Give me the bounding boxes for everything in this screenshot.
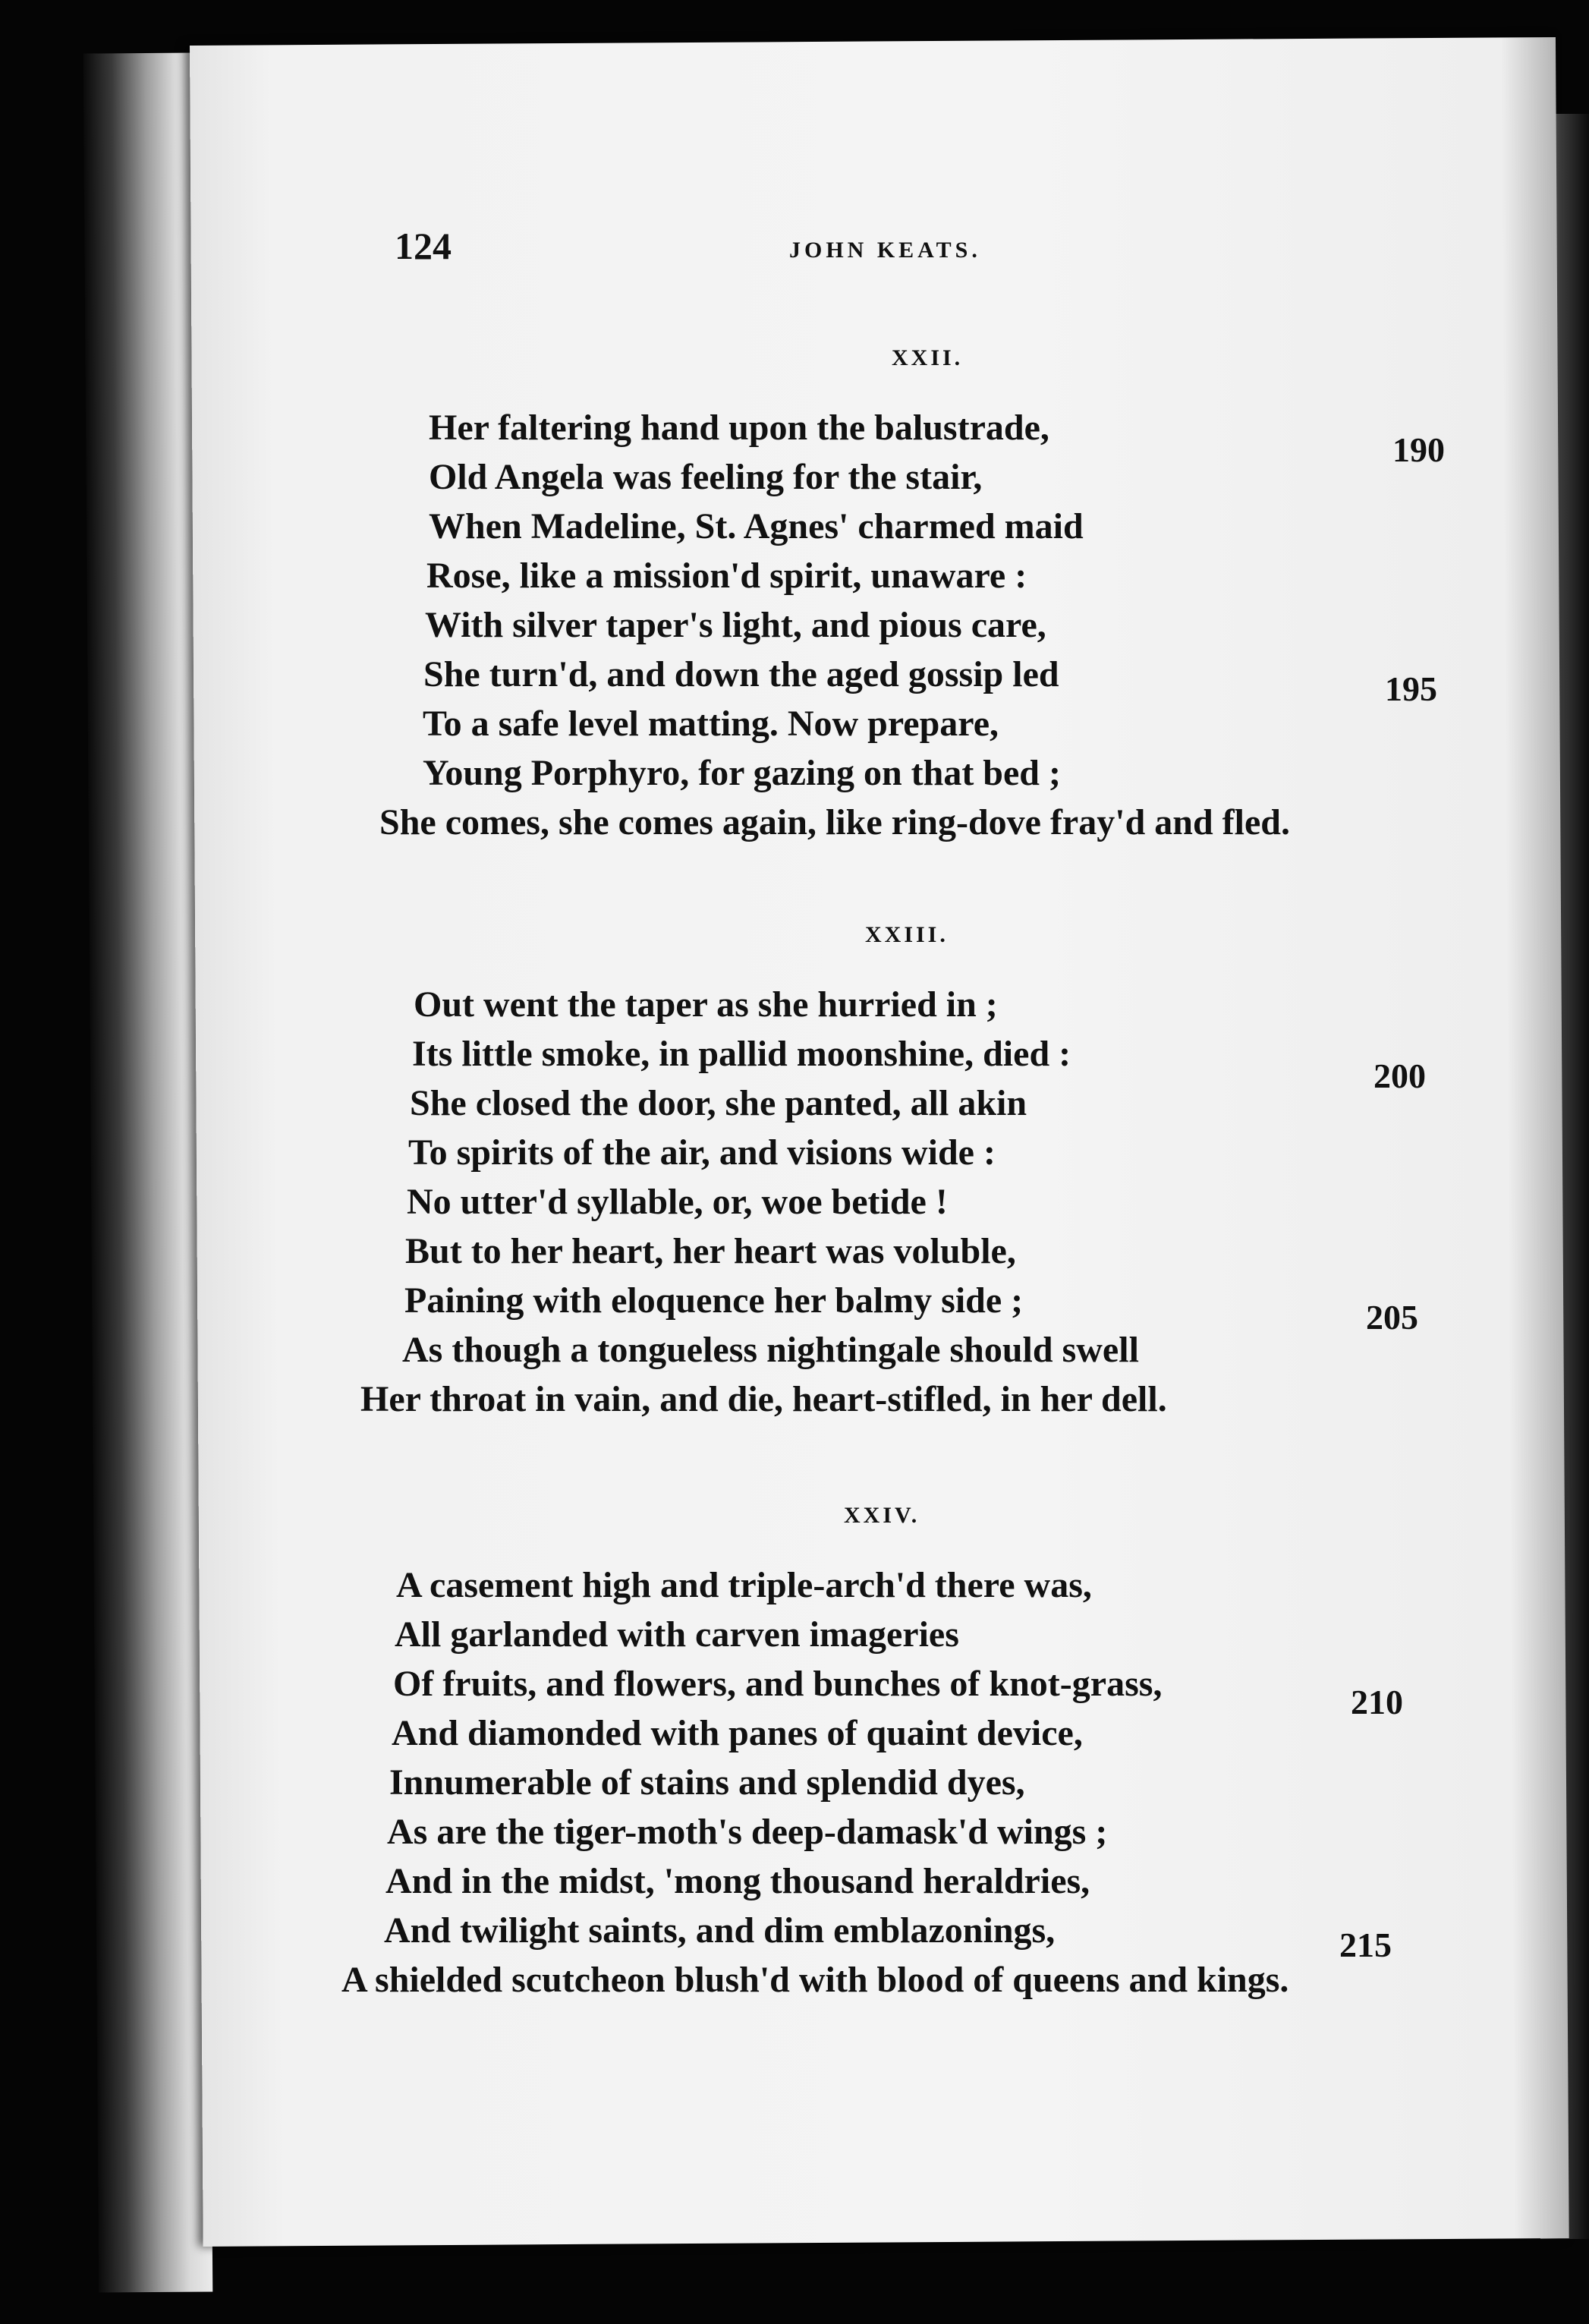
verse-line: She comes, she comes again, like ring-dove fray'd and fled. (379, 802, 1290, 842)
verse-line: Her faltering hand upon the balustrade, (429, 408, 1049, 448)
verse-line: A casement high and triple-arch'd there was, (396, 1565, 1092, 1605)
line-number: 200 (1373, 1057, 1426, 1095)
verse-line: And twilight saints, and dim emblazonings, (384, 1910, 1056, 1951)
verse-line: Out went the taper as she hurried in ; (414, 984, 998, 1025)
verse-line: To spirits of the air, and visions wide : (408, 1132, 996, 1173)
verse-line: But to her heart, her heart was voluble, (405, 1231, 1016, 1271)
stanza-number: XXIII. (865, 922, 949, 947)
verse-line: As are the tiger-moth's deep-damask'd wings ; (387, 1812, 1108, 1852)
verse-line: When Madeline, St. Agnes' charmed maid (429, 506, 1084, 546)
verse-line: And in the midst, 'mong thousand heraldries, (385, 1861, 1090, 1901)
stanza-number: XXII. (892, 345, 964, 370)
verse-line: No utter'd syllable, or, woe betide ! (407, 1182, 948, 1222)
running-title: JOHN KEATS. (789, 238, 981, 263)
verse-line: And diamonded with panes of quaint device, (392, 1713, 1083, 1753)
verse-line: Its little smoke, in pallid moonshine, died : (412, 1034, 1071, 1074)
verse-line: Paining with eloquence her balmy side ; (404, 1280, 1024, 1321)
verse-line: As though a tongueless nightingale should swell (402, 1330, 1139, 1370)
stanza-xxiv (304, 1503, 1442, 2034)
verse-line: A shielded scutcheon blush'd with blood of queens and kings. (341, 1960, 1289, 2000)
verse-line: Innumerable of stains and splendid dyes, (389, 1762, 1025, 1803)
verse-line: Old Angela was feeling for the stair, (429, 457, 983, 497)
verse-line: She turn'd, and down the aged gossip led (423, 654, 1059, 694)
line-number: 205 (1366, 1298, 1418, 1337)
verse-line: All garlanded with carven imageries (395, 1614, 959, 1655)
stanza-xxii (334, 345, 1472, 877)
line-number: 195 (1385, 669, 1437, 708)
stanza-xxiii (319, 922, 1457, 1453)
running-head (395, 224, 1472, 269)
verse-line: To a safe level matting. Now prepare, (423, 704, 999, 744)
line-number: 190 (1392, 430, 1445, 469)
verse-line: With silver taper's light, and pious care, (425, 605, 1046, 645)
line-number: 210 (1351, 1683, 1403, 1721)
verse-line: Rose, like a mission'd spirit, unaware : (426, 556, 1027, 596)
verse-line: She closed the door, she panted, all akin (410, 1083, 1027, 1123)
verse-line: Her throat in vain, and die, heart-stifled, in her dell. (360, 1379, 1167, 1419)
stanza-number: XXIV. (844, 1503, 920, 1528)
line-number: 215 (1339, 1926, 1392, 1964)
page-number: 124 (395, 225, 452, 267)
verse-line: Of fruits, and flowers, and bunches of knot-grass, (393, 1664, 1163, 1704)
verse-line: Young Porphyro, for gazing on that bed ; (423, 753, 1061, 793)
